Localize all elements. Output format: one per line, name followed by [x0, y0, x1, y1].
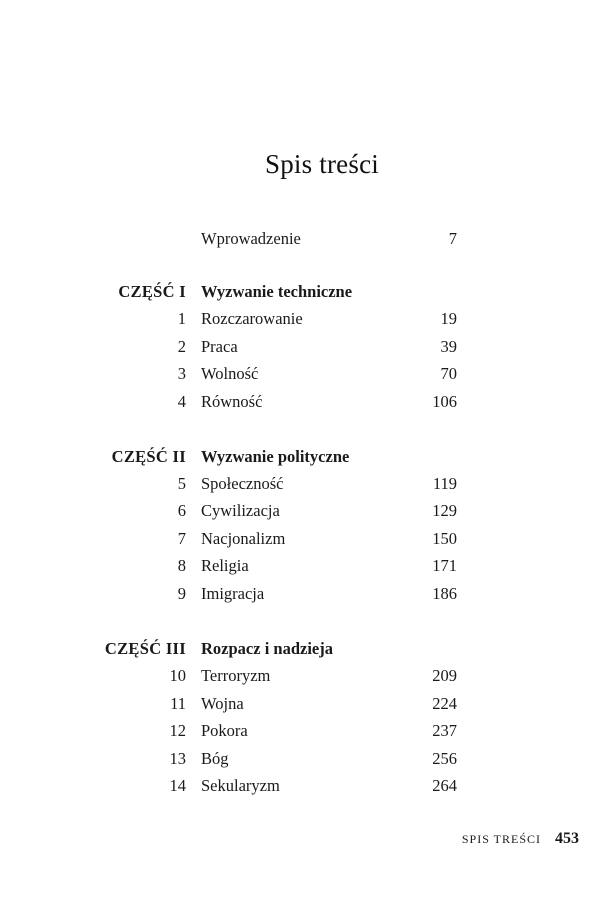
toc-entry-page: 256 — [432, 749, 457, 768]
running-head: SPIS TREŚCI — [461, 832, 541, 846]
toc-part-title: Wyzwanie techniczne — [201, 282, 353, 301]
toc-part-title: Wyzwanie polityczne — [201, 447, 350, 466]
toc-entry[interactable] — [0, 720, 616, 742]
toc-entry-page: 106 — [432, 392, 457, 411]
toc-entry-page: 186 — [432, 584, 457, 603]
toc-entry-title: Społeczność — [201, 474, 284, 493]
toc-entry-title: Cywilizacja — [201, 501, 280, 520]
toc-part-title: Rozpacz i nadzieja — [201, 639, 333, 658]
toc-entry-page: 237 — [432, 721, 457, 740]
toc-entry-number: 12 — [169, 721, 186, 740]
toc-entry[interactable] — [0, 528, 616, 550]
toc-entry-title: Terroryzm — [201, 666, 271, 685]
toc-entry-title: Praca — [201, 337, 238, 356]
toc-entry[interactable] — [0, 665, 616, 687]
page-number: 453 — [555, 830, 579, 847]
toc-entry-title: Sekularyzm — [201, 776, 280, 795]
toc-entry[interactable] — [0, 363, 616, 385]
toc-entry-title: Nacjonalizm — [201, 529, 286, 548]
toc-entry-number: 10 — [169, 666, 186, 685]
toc-part-label: CZĘŚĆ II — [111, 447, 186, 466]
toc-entry-intro[interactable] — [0, 228, 616, 250]
toc-entry-number: 1 — [177, 309, 186, 328]
toc-part-1[interactable] — [0, 281, 616, 303]
toc-entry[interactable] — [0, 583, 616, 605]
toc-entry-number: 3 — [177, 364, 186, 383]
toc-entry[interactable] — [0, 775, 616, 797]
toc-part-2[interactable] — [0, 446, 616, 468]
toc-entry-page: 264 — [432, 776, 457, 795]
toc-entry[interactable] — [0, 748, 616, 770]
toc-entry-title: Wprowadzenie — [201, 229, 301, 248]
toc-entry[interactable] — [0, 693, 616, 715]
toc-entry-number: 5 — [177, 474, 186, 493]
toc-entry-number: 2 — [177, 337, 186, 356]
page-title: Spis treści — [265, 149, 379, 179]
toc-entry[interactable] — [0, 473, 616, 495]
toc-entry[interactable] — [0, 308, 616, 330]
toc-entry-title: Wolność — [201, 364, 259, 383]
toc-entry-page: 129 — [432, 501, 457, 520]
toc-part-3[interactable] — [0, 638, 616, 660]
toc-entry-page: 70 — [440, 364, 457, 383]
toc-entry[interactable] — [0, 500, 616, 522]
toc-entry-page: 7 — [448, 229, 457, 248]
toc-entry-number: 11 — [170, 694, 186, 713]
toc-entry-title: Wojna — [201, 694, 244, 713]
toc-entry-page: 150 — [432, 529, 457, 548]
toc-entry-title: Rozczarowanie — [201, 309, 303, 328]
toc-entry-number: 14 — [169, 776, 186, 795]
toc-entry-title: Równość — [201, 392, 263, 411]
toc-entry-page: 171 — [432, 556, 457, 575]
toc-entry-title: Religia — [201, 556, 249, 575]
toc-entry-number: 8 — [177, 556, 186, 575]
toc-entry-page: 209 — [432, 666, 457, 685]
toc-entry-page: 39 — [440, 337, 457, 356]
toc-entry-number: 7 — [177, 529, 186, 548]
toc-entry-page: 19 — [440, 309, 457, 328]
toc-entry[interactable] — [0, 555, 616, 577]
toc-part-label: CZĘŚĆ III — [104, 639, 186, 658]
page-footer — [462, 828, 579, 850]
toc-entry-number: 6 — [177, 501, 186, 520]
toc-entry-number: 13 — [169, 749, 186, 768]
toc-entry-number: 9 — [177, 584, 186, 603]
toc-entry-title: Pokora — [201, 721, 248, 740]
toc-entry[interactable] — [0, 391, 616, 413]
toc-entry-page: 119 — [432, 474, 457, 493]
toc-entry[interactable] — [0, 336, 616, 358]
toc-entry-title: Bóg — [201, 749, 229, 768]
toc-entry-number: 4 — [177, 392, 186, 411]
toc-part-label: CZĘŚĆ I — [118, 282, 186, 301]
toc-entry-title: Imigracja — [201, 584, 265, 603]
toc-entry-page: 224 — [432, 694, 457, 713]
